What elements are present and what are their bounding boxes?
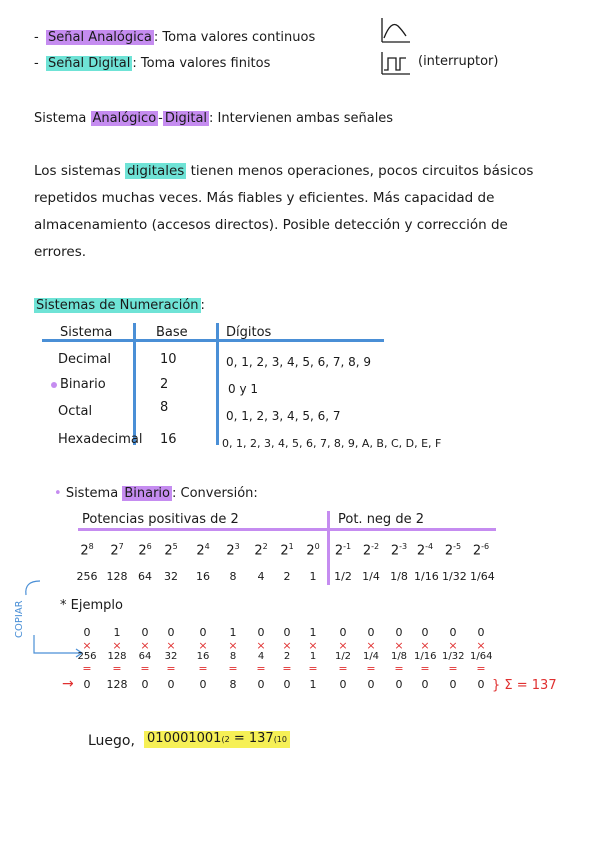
product-cell: 0 — [395, 678, 403, 691]
power-base: 2 — [472, 543, 482, 559]
power-base: 2 — [444, 543, 454, 559]
power-base: 2 — [280, 543, 289, 559]
neg-powers-header: Pot. neg de 2 — [338, 512, 424, 527]
paragraph-line-2: repetidos muchas veces. Más fiables y eficientes. Más capacidad de — [34, 190, 495, 206]
bullet-dash: - — [34, 30, 39, 45]
multiplier-cell: 256 — [77, 651, 97, 662]
product-cell: 8 — [229, 678, 237, 691]
power-value-cell: 1/8 — [390, 570, 408, 583]
power-value-cell: 1/32 — [442, 570, 467, 583]
power-exponent: 7 — [118, 542, 124, 551]
multiplier-cell: 1/16 — [414, 651, 437, 662]
multiplier-cell: 128 — [107, 651, 127, 662]
equals-sign: = — [140, 662, 150, 675]
power-base: 2 — [164, 543, 173, 559]
power-base: 2 — [416, 543, 426, 559]
digital-wave-icon — [378, 50, 412, 76]
times-sign: × — [140, 639, 150, 652]
power-base: 2 — [226, 543, 235, 559]
product-cell: 128 — [106, 678, 128, 691]
power-exponent: 0 — [314, 542, 320, 551]
result-decimal: 137 — [248, 731, 274, 746]
paragraph-l1-a: Los sistemas — [34, 163, 121, 179]
numeration-colon: : — [200, 298, 205, 313]
bullet-dash: - — [34, 56, 39, 71]
power-base: 2 — [362, 543, 372, 559]
power-exponent: 8 — [88, 542, 94, 551]
power-value-cell: 256 — [76, 570, 98, 583]
equals-sign: = — [366, 662, 376, 675]
equals-sign: = — [394, 662, 404, 675]
power-value-cell: 1 — [309, 570, 317, 583]
power-exponent: -6 — [481, 542, 490, 551]
bit-cell: 1 — [309, 626, 317, 639]
bit-cell: 0 — [367, 626, 375, 639]
power-cell — [76, 540, 98, 558]
product-cell: 0 — [449, 678, 457, 691]
equals-sign: = — [448, 662, 458, 675]
bit-cell: 0 — [257, 626, 265, 639]
bit-cell: 0 — [477, 626, 485, 639]
paragraph-line-3: almacenamiento (accesos directos). Posible detección y corrección de — [34, 217, 508, 233]
equals-sign: = — [256, 662, 266, 675]
pos-powers-header: Potencias positivas de 2 — [82, 512, 239, 527]
switch-note: (interruptor) — [418, 54, 499, 69]
power-cell — [192, 540, 214, 558]
product-cell: 0 — [83, 678, 91, 691]
times-sign: × — [448, 639, 458, 652]
power-exponent: 4 — [204, 542, 210, 551]
power-cell — [222, 540, 244, 558]
times-sign: × — [394, 639, 404, 652]
digital-term: Señal Digital — [48, 56, 131, 71]
system-line — [34, 111, 393, 127]
table-cell-system: Binario — [60, 377, 106, 392]
power-cell — [414, 540, 436, 558]
table-cell-system: Hexadecimal — [58, 432, 143, 447]
times-sign: × — [112, 639, 122, 652]
power-base: 2 — [80, 543, 89, 559]
copy-label: COPIAR — [14, 600, 25, 638]
example-label: * Ejemplo — [60, 598, 123, 613]
product-cell: 0 — [283, 678, 291, 691]
power-exponent: -3 — [399, 542, 408, 551]
power-base: 2 — [196, 543, 205, 559]
bit-cell: 1 — [229, 626, 237, 639]
multiplier-cell: 1 — [309, 651, 317, 662]
product-cell: 0 — [477, 678, 485, 691]
table-cell-base: 10 — [160, 352, 177, 367]
times-sign: × — [338, 639, 348, 652]
power-exponent: -2 — [371, 542, 380, 551]
table-cell-base: 16 — [160, 432, 177, 447]
power-value-cell: 4 — [257, 570, 265, 583]
multiplier-cell: 1/8 — [390, 651, 408, 662]
times-sign: × — [366, 639, 376, 652]
equals-sign: = — [308, 662, 318, 675]
power-base: 2 — [254, 543, 263, 559]
power-value-cell: 32 — [164, 570, 178, 583]
binary-bullet-dot — [51, 382, 57, 388]
analog-desc: : Toma valores continuos — [153, 30, 316, 45]
sum-result: } Σ = 137 — [492, 678, 557, 693]
power-exponent: 6 — [146, 542, 152, 551]
table-cell-digits: 0, 1, 2, 3, 4, 5, 6, 7 — [226, 409, 341, 423]
paragraph-line-1 — [34, 163, 533, 179]
power-cell — [442, 540, 464, 558]
power-cell — [250, 540, 272, 558]
product-cell: 0 — [199, 678, 207, 691]
table-header-digits: Dígitos — [226, 325, 272, 340]
equals-sign: = — [420, 662, 430, 675]
analog-term: Señal Analógica — [48, 30, 152, 45]
bit-cell: 0 — [283, 626, 291, 639]
power-exponent: 1 — [288, 542, 294, 551]
power-cell — [302, 540, 324, 558]
table-cell-base: 8 — [160, 400, 169, 415]
multiplier-cell: 1/4 — [362, 651, 380, 662]
power-value-cell: 8 — [229, 570, 237, 583]
times-sign: × — [282, 639, 292, 652]
times-sign: × — [420, 639, 430, 652]
result-eq: = — [233, 731, 245, 746]
conversion-title-b: : Conversión: — [171, 486, 258, 501]
equals-sign: = — [228, 662, 238, 675]
power-exponent: 3 — [234, 542, 240, 551]
table-header-base: Base — [156, 325, 188, 340]
multiplier-cell: 64 — [138, 651, 152, 662]
equals-sign: = — [82, 662, 92, 675]
analog-signal-line — [46, 30, 315, 46]
table-cell-system: Octal — [58, 404, 93, 419]
conversion-bullet: • — [54, 486, 62, 501]
power-cell — [276, 540, 298, 558]
bit-cell: 0 — [141, 626, 149, 639]
multiplier-cell: 1/32 — [442, 651, 465, 662]
times-sign: × — [256, 639, 266, 652]
power-exponent: 5 — [172, 542, 178, 551]
power-exponent: -5 — [453, 542, 462, 551]
bit-cell: 0 — [339, 626, 347, 639]
times-sign: × — [82, 639, 92, 652]
power-cell — [134, 540, 156, 558]
paragraph-line-4: errores. — [34, 244, 87, 260]
power-base: 2 — [390, 543, 400, 559]
power-value-cell: 64 — [138, 570, 152, 583]
paragraph-l1-b: tienen menos operaciones, pocos circuitos básicos — [190, 163, 534, 179]
power-exponent: 2 — [262, 542, 268, 551]
times-sign: × — [198, 639, 208, 652]
table-cell-digits: 0, 1, 2, 3, 4, 5, 6, 7, 8, 9 — [226, 355, 372, 369]
bit-cell: 0 — [83, 626, 91, 639]
paragraph-l1-highlight: digitales — [127, 163, 185, 179]
numeration-title: Sistemas de Numeración — [36, 298, 199, 313]
result-binary: 010001001 — [147, 731, 222, 746]
power-cell — [360, 540, 382, 558]
table-col-rule-2 — [216, 323, 219, 445]
digital-desc: : Toma valores finitos — [132, 56, 271, 71]
multiplier-cell: 1/2 — [334, 651, 352, 662]
times-sign: × — [166, 639, 176, 652]
equals-sign: = — [282, 662, 292, 675]
multiplier-cell: 16 — [196, 651, 210, 662]
power-cell — [388, 540, 410, 558]
table-col-rule-1 — [133, 323, 136, 445]
table-cell-digits: 0 y 1 — [228, 382, 258, 396]
result-decimal-sub: (10 — [273, 735, 287, 744]
bit-cell: 0 — [421, 626, 429, 639]
digital-signal-line — [46, 56, 270, 72]
power-base: 2 — [334, 543, 344, 559]
power-cell — [160, 540, 182, 558]
times-sign: × — [308, 639, 318, 652]
bit-cell: 1 — [113, 626, 121, 639]
multiplier-cell: 4 — [257, 651, 265, 662]
table-cell-base: 2 — [160, 377, 169, 392]
equals-sign: = — [166, 662, 176, 675]
product-cell: 0 — [421, 678, 429, 691]
power-value-cell: 1/16 — [414, 570, 439, 583]
bit-cell: 0 — [449, 626, 457, 639]
multiplier-cell: 2 — [283, 651, 291, 662]
bit-cell: 0 — [199, 626, 207, 639]
system-term-digital: Digital — [164, 111, 208, 126]
product-cell: 0 — [167, 678, 175, 691]
table-cell-digits: 0, 1, 2, 3, 4, 5, 6, 7, 8, 9, A, B, C, D, E, F — [222, 437, 442, 450]
equals-sign: = — [198, 662, 208, 675]
equals-sign: = — [338, 662, 348, 675]
equals-sign: = — [112, 662, 122, 675]
numeration-title-line — [34, 298, 205, 314]
product-cell: 0 — [257, 678, 265, 691]
product-cell: 0 — [339, 678, 347, 691]
conversion-title-highlight: Binario — [124, 486, 170, 501]
power-cell — [106, 540, 128, 558]
times-sign: × — [228, 639, 238, 652]
power-base: 2 — [110, 543, 119, 559]
power-base: 2 — [138, 543, 147, 559]
conversion-title-a: Sistema — [65, 486, 119, 501]
result-label: Luego, — [88, 733, 135, 749]
power-value-cell: 16 — [196, 570, 210, 583]
product-cell: 0 — [367, 678, 375, 691]
power-value-cell: 1/2 — [334, 570, 352, 583]
powers-header-rule — [78, 528, 496, 531]
system-desc: : Intervienen ambas señales — [209, 111, 394, 126]
product-cell: 0 — [141, 678, 149, 691]
power-value-cell: 128 — [106, 570, 128, 583]
equals-sign: = — [476, 662, 486, 675]
times-sign: × — [476, 639, 486, 652]
result-binary-sub: (2 — [221, 735, 230, 744]
powers-divider-rule — [327, 511, 330, 585]
system-sep: - — [158, 111, 163, 126]
power-value-cell: 1/64 — [470, 570, 495, 583]
system-term-analog: Analógico — [92, 111, 157, 126]
power-exponent: -4 — [425, 542, 434, 551]
table-cell-system: Decimal — [58, 352, 112, 367]
power-cell — [470, 540, 492, 558]
power-value-cell: 2 — [283, 570, 291, 583]
power-cell — [332, 540, 354, 558]
system-prefix: Sistema — [34, 111, 87, 126]
power-value-cell: 1/4 — [362, 570, 380, 583]
product-cell: 1 — [309, 678, 317, 691]
table-header-system: Sistema — [60, 325, 113, 340]
result-highlight — [144, 731, 290, 748]
analog-wave-icon — [378, 16, 412, 44]
bit-cell: 0 — [395, 626, 403, 639]
multiplier-cell: 8 — [229, 651, 237, 662]
bit-cell: 0 — [167, 626, 175, 639]
products-arrow-icon: → — [62, 676, 74, 692]
power-exponent: -1 — [343, 542, 352, 551]
multiplier-cell: 32 — [164, 651, 178, 662]
multiplier-cell: 1/64 — [470, 651, 493, 662]
conversion-title-line — [54, 486, 258, 502]
power-base: 2 — [306, 543, 315, 559]
